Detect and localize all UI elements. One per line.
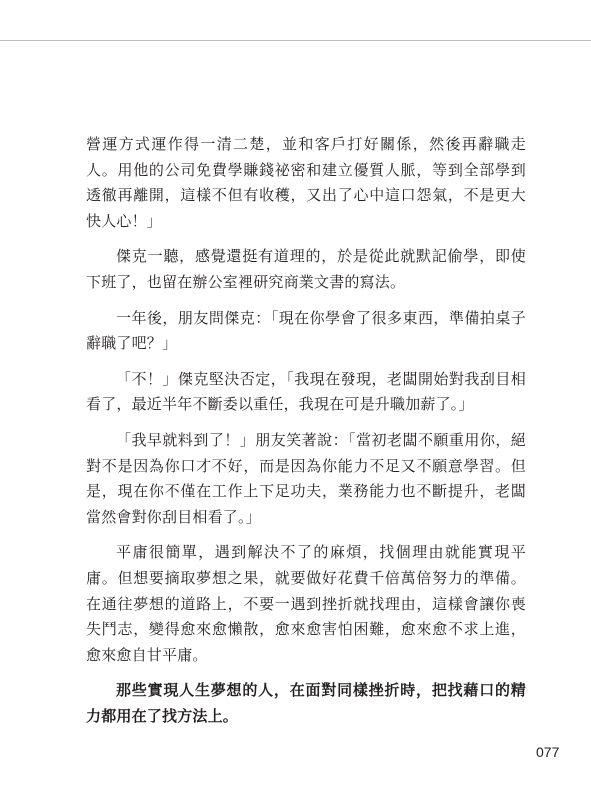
header-rule [0, 40, 591, 41]
emphasis-paragraph: 那些實現人生夢想的人，在面對同樣挫折時，把找藉口的精力都用在了找方法上。 [86, 681, 526, 725]
paragraph-continuation: 營運方式運作得一清二楚，並和客戶打好關係，然後再辭職走人。用他的公司免費學賺錢祕密和建立優質人脈，等到全部學到透徹再離開，這樣不但有收穫，又出了心中這口怨氣，不是更大快人心！」 [86, 135, 526, 230]
paragraph: 平庸很簡單，遇到解決不了的麻煩，找個理由就能實現平庸。但想要摘取夢想之果，就要做好花費千倍萬倍努力的準備。在通往夢想的道路上，不要一遇到挫折就找理由，這樣會讓你喪失鬥志，變得愈來愈懶散，愈來愈害怕困難，愈來愈不求上進，愈來愈自甘平庸。 [86, 543, 526, 664]
paragraph: 一年後，朋友問傑克：「現在你學會了很多東西，準備拍桌子辭職了吧？」 [86, 308, 526, 353]
page-number: 077 [536, 744, 560, 760]
paragraph: 「不！」傑克堅決否定，「我現在發現，老闆開始對我刮目相看了，最近半年不斷委以重任，我現在可是升職加薪了。」 [86, 369, 526, 414]
paragraph: 傑克一聽，感覺還挺有道理的，於是從此就默記偷學，即使下班了，也留在辦公室裡研究商業文書的寫法。 [86, 247, 526, 291]
page-body [86, 132, 526, 739]
paragraph: 「我早就料到了！」朋友笑著說：「當初老闆不願重用你，絕對不是因為你口才不好，而是因為你能力不足又不願意學習。但是，現在你不僅在工作上下足功夫，業務能力也不斷提升，老闆當然會對你刮目相看了。」 [86, 430, 526, 526]
